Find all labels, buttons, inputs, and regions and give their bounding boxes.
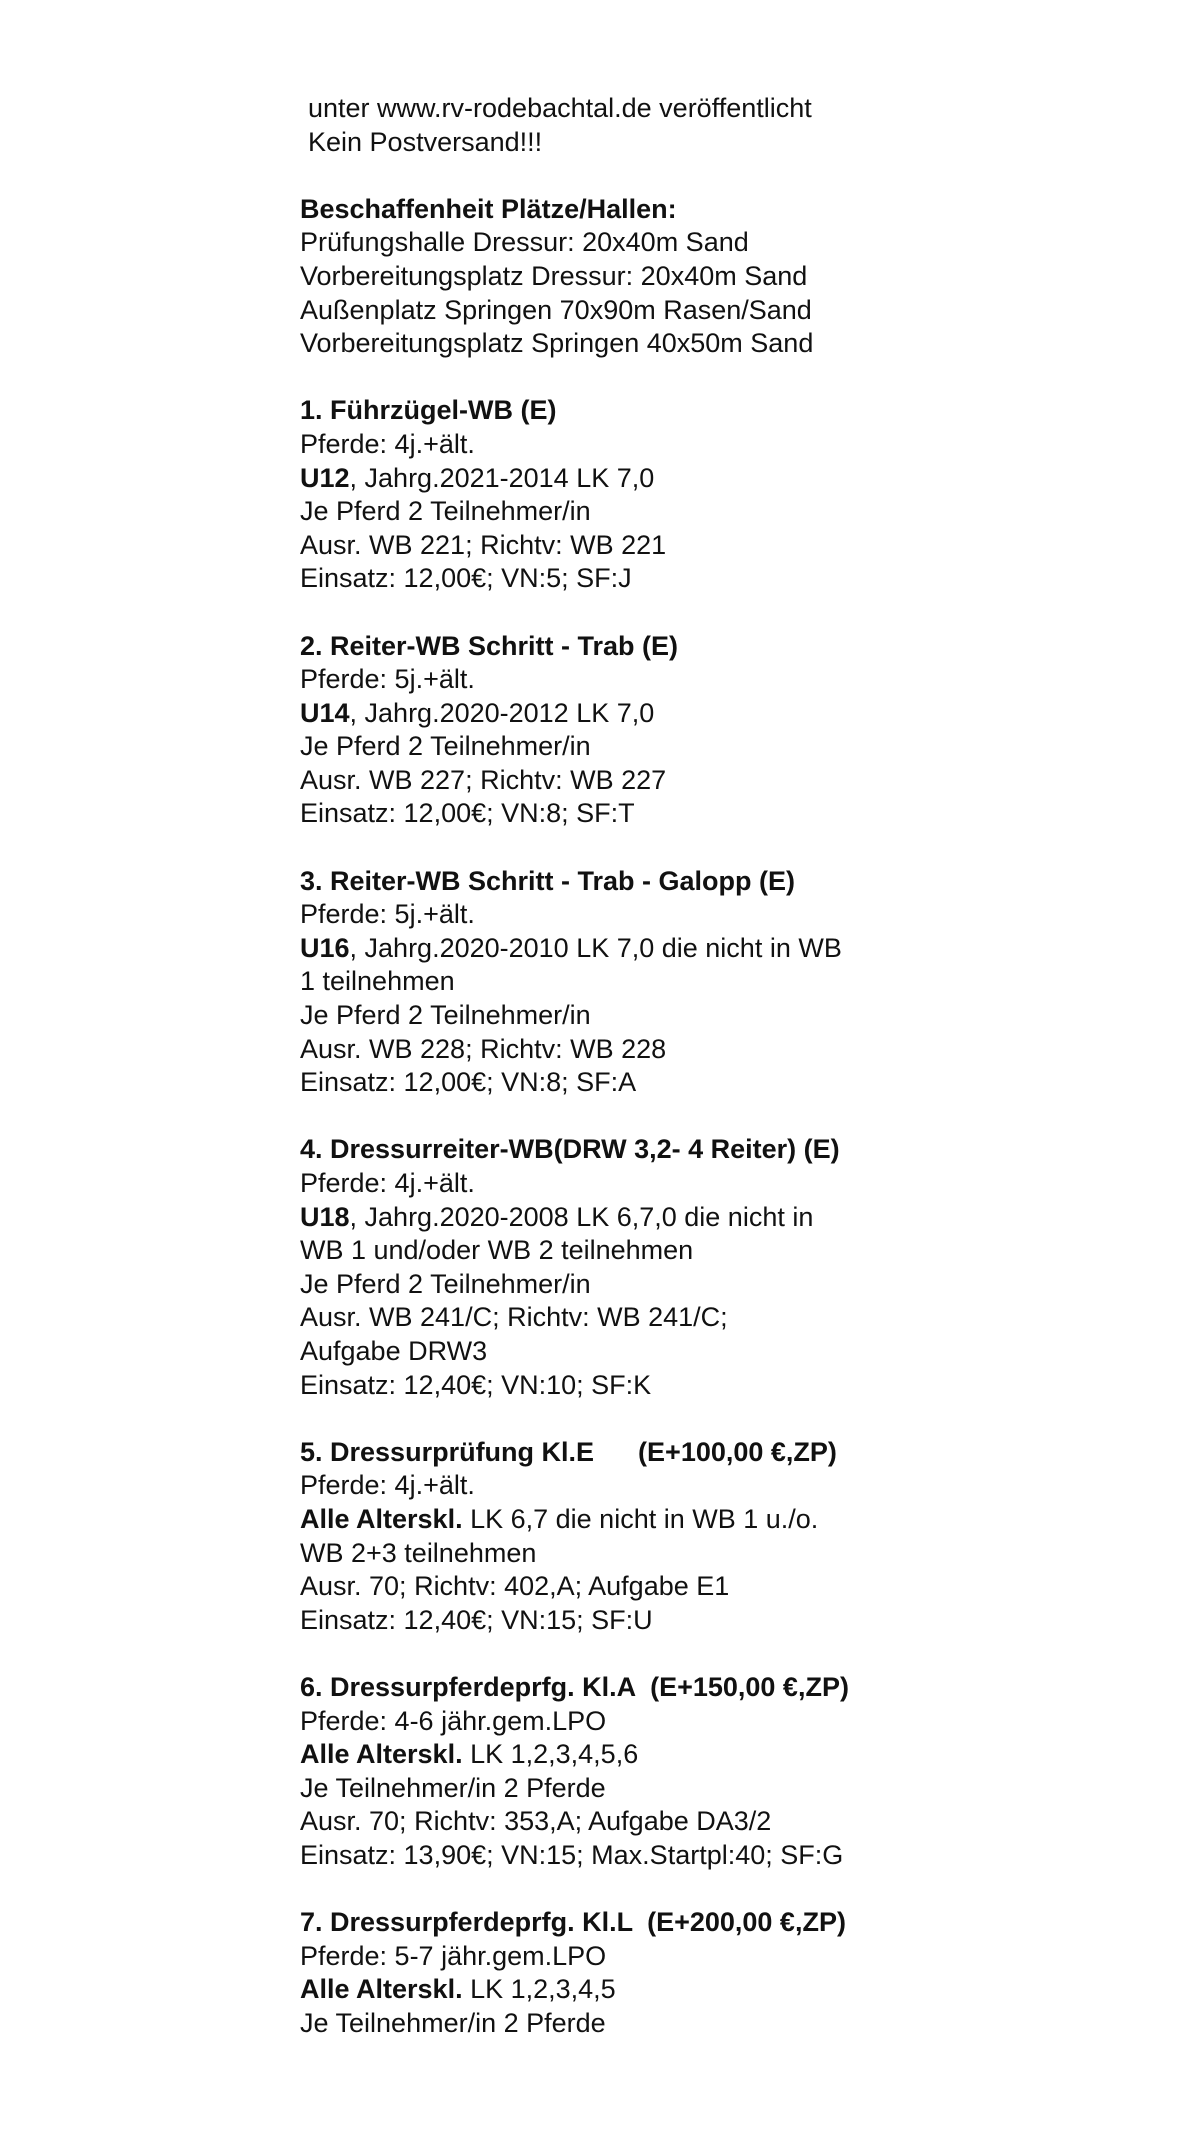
competition-rules: Ausr. WB 228; Richtv: WB 228 xyxy=(300,1033,667,1064)
competition-class-continued: WB 1 und/oder WB 2 teilnehmen xyxy=(300,1235,694,1266)
spacer xyxy=(300,831,940,865)
competition-title-row xyxy=(300,1906,940,1940)
competition-title-row xyxy=(300,1436,940,1470)
competition-block xyxy=(300,394,940,596)
competition-class-detail: , Jahrg.2021-2014 LK 7,0 xyxy=(349,462,655,493)
competition-fee: Einsatz: 13,90€; VN:15; Max.Startpl:40; SF:G xyxy=(300,1839,844,1870)
competition-prize: (E+200,00 €,ZP) xyxy=(647,1907,846,1938)
competition-class-detail: , Jahrg.2020-2008 LK 6,7,0 die nicht in xyxy=(349,1201,814,1232)
competition-participants: Je Pferd 2 Teilnehmer/in xyxy=(300,496,591,527)
competition-block xyxy=(300,1436,940,1638)
competition-horses: Pferde: 4j.+ält. xyxy=(300,1470,475,1501)
spacer xyxy=(300,1637,940,1671)
spacer xyxy=(300,159,940,193)
competition-class-detail: , Jahrg.2020-2010 LK 7,0 die nicht in WB xyxy=(349,932,842,963)
intro-line: Kein Postversand!!! xyxy=(308,126,543,157)
competition-fee: Einsatz: 12,00€; VN:5; SF:J xyxy=(300,563,632,594)
competition-block xyxy=(300,630,940,832)
competition-class-label: Alle Alterskl. xyxy=(300,1739,463,1770)
competition-class-continued: 1 teilnehmen xyxy=(300,966,455,997)
competition-class xyxy=(300,697,940,731)
competition-participants: Je Teilnehmer/in 2 Pferde xyxy=(300,2007,606,2038)
competition-title-row xyxy=(300,1671,940,1705)
competition-title: 1. Führzügel-WB (E) xyxy=(300,395,557,426)
spacer xyxy=(300,1100,940,1134)
document-page xyxy=(300,92,940,2040)
competition-participants: Je Pferd 2 Teilnehmer/in xyxy=(300,731,591,762)
venue-line: Vorbereitungsplatz Springen 40x50m Sand xyxy=(300,328,814,359)
competition-participants: Je Pferd 2 Teilnehmer/in xyxy=(300,1268,591,1299)
competition-class-label: Alle Alterskl. xyxy=(300,1974,463,2005)
competition-class-detail: LK 6,7 die nicht in WB 1 u./o. xyxy=(462,1503,819,1534)
venue-line: Außenplatz Springen 70x90m Rasen/Sand xyxy=(300,294,812,325)
competition-horses: Pferde: 4j.+ält. xyxy=(300,1168,475,1198)
competition-prize: (E+150,00 €,ZP) xyxy=(650,1671,849,1702)
competition-participants: Je Teilnehmer/in 2 Pferde xyxy=(300,1772,606,1803)
spacer xyxy=(300,1872,940,1906)
spacer xyxy=(300,361,940,395)
competition-fee: Einsatz: 12,40€; VN:10; SF:K xyxy=(300,1369,652,1400)
competition-class xyxy=(300,1738,940,1772)
competition-title: 4. Dressurreiter-WB(DRW 3,2- 4 Reiter) (E) xyxy=(300,1134,840,1165)
competition-block xyxy=(300,865,940,1100)
competition-class xyxy=(300,1201,940,1235)
competition-block xyxy=(300,1133,940,1402)
competition-class-continued: WB 2+3 teilnehmen xyxy=(300,1537,537,1568)
competition-class-detail: LK 1,2,3,4,5 xyxy=(462,1974,616,2005)
competition-title: 5. Dressurprüfung Kl.E xyxy=(300,1436,595,1467)
competition-class-label: U16 xyxy=(300,932,350,963)
competition-horses: Pferde: 4-6 jähr.gem.LPO xyxy=(300,1705,607,1736)
spacer xyxy=(300,596,940,630)
competition-class-label: U12 xyxy=(300,462,350,493)
competition-prize: (E+100,00 €,ZP) xyxy=(638,1436,837,1467)
competition-title: 6. Dressurpferdeprfg. Kl.A xyxy=(300,1671,637,1702)
competition-horses: Pferde: 5-7 jähr.gem.LPO xyxy=(300,1940,607,1971)
competition-class xyxy=(300,932,940,966)
competition-class xyxy=(300,1973,940,2007)
intro-line: unter www.rv-rodebachtal.de veröffentlicht xyxy=(308,93,812,123)
competition-rules-continued: Aufgabe DRW3 xyxy=(300,1335,488,1366)
competition-fee: Einsatz: 12,00€; VN:8; SF:T xyxy=(300,798,635,829)
competition-horses: Pferde: 5j.+ält. xyxy=(300,899,475,930)
venue-heading: Beschaffenheit Plätze/Hallen: xyxy=(300,193,677,224)
competition-class-detail: , Jahrg.2020-2012 LK 7,0 xyxy=(349,697,655,728)
venue-line: Prüfungshalle Dressur: 20x40m Sand xyxy=(300,227,749,258)
competition-rules: Ausr. WB 227; Richtv: WB 227 xyxy=(300,764,667,795)
competition-title: 7. Dressurpferdeprfg. Kl.L xyxy=(300,1907,634,1938)
competition-rules: Ausr. 70; Richtv: 402,A; Aufgabe E1 xyxy=(300,1571,730,1602)
competition-title: 3. Reiter-WB Schritt - Trab - Galopp (E) xyxy=(300,865,796,896)
competition-title: 2. Reiter-WB Schritt - Trab (E) xyxy=(300,630,679,661)
competition-fee: Einsatz: 12,40€; VN:15; SF:U xyxy=(300,1604,653,1635)
competition-class-label: Alle Alterskl. xyxy=(300,1503,463,1534)
competition-participants: Je Pferd 2 Teilnehmer/in xyxy=(300,1000,591,1031)
competition-horses: Pferde: 4j.+ält. xyxy=(300,428,475,459)
competition-fee: Einsatz: 12,00€; VN:8; SF:A xyxy=(300,1067,637,1098)
competition-rules: Ausr. WB 241/C; Richtv: WB 241/C; xyxy=(300,1302,728,1333)
competition-horses: Pferde: 5j.+ält. xyxy=(300,664,475,695)
competition-class-label: U14 xyxy=(300,697,350,728)
competition-class xyxy=(300,1503,940,1537)
competition-rules: Ausr. WB 221; Richtv: WB 221 xyxy=(300,529,667,560)
venue-line: Vorbereitungsplatz Dressur: 20x40m Sand xyxy=(300,260,808,291)
competition-block xyxy=(300,1671,940,1873)
competition-class-label: U18 xyxy=(300,1201,350,1232)
spacer xyxy=(300,1402,940,1436)
competition-class-detail: LK 1,2,3,4,5,6 xyxy=(462,1739,639,1770)
competition-block xyxy=(300,1906,940,2040)
competition-rules: Ausr. 70; Richtv: 353,A; Aufgabe DA3/2 xyxy=(300,1806,772,1837)
competition-class xyxy=(300,462,940,496)
